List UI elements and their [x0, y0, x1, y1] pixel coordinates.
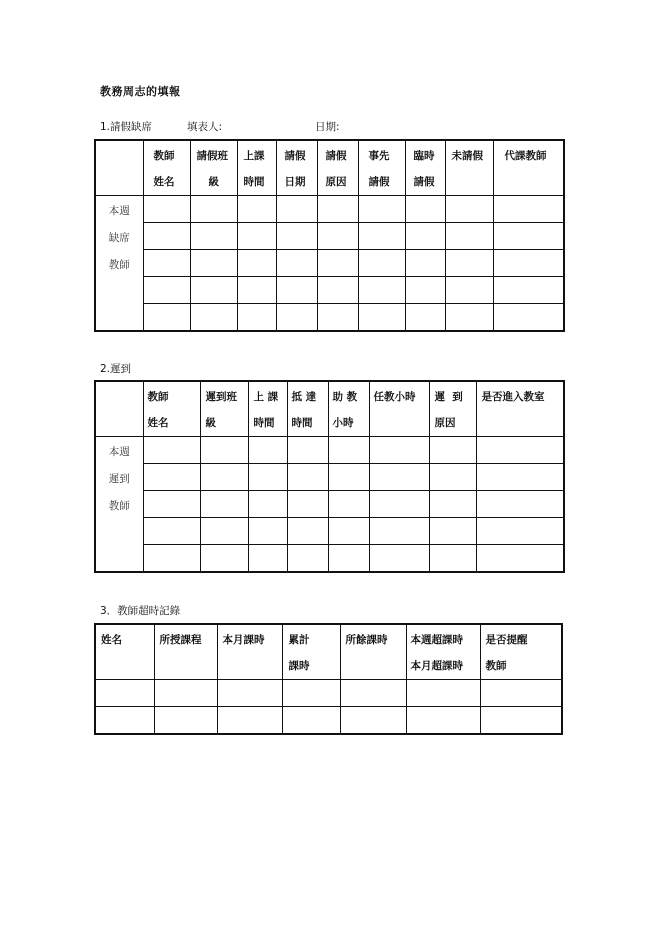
absence-row: [95, 223, 564, 250]
filler-label: 填表人:: [187, 121, 223, 133]
section1-label: 1.請假缺席: [100, 121, 153, 133]
header-entered-class: 是否進入教室: [476, 381, 564, 437]
overtime-row: [95, 707, 562, 734]
header-leave-class: 請假班 級: [190, 140, 237, 196]
absence-row: [95, 250, 564, 277]
header-ta-hours: 助 教 小時: [328, 381, 369, 437]
late-table: [94, 380, 565, 573]
header-temp-leave: 臨時 請假: [405, 140, 445, 196]
header-class-time: 上 課 時間: [248, 381, 287, 437]
page-title: 教務周志的填報: [100, 85, 181, 98]
header-arrival-time: 抵 達 時間: [287, 381, 328, 437]
header-overtime: 本週超課時 本月超課時: [406, 624, 480, 680]
header-no-leave: 未請假: [445, 140, 493, 196]
absence-row: [95, 304, 564, 331]
late-side-label: 本週 遲到 教師: [95, 437, 143, 572]
header-name: 姓名: [95, 624, 154, 680]
header-teacher-name: 教師 姓名: [143, 140, 190, 196]
header-late-class: 遲到班 級: [200, 381, 248, 437]
late-row: [95, 437, 564, 464]
late-row: [95, 518, 564, 545]
absence-row: [95, 196, 564, 223]
overtime-table: [94, 623, 563, 735]
late-row: [95, 464, 564, 491]
header-advance-leave: 事先 請假: [358, 140, 405, 196]
header-late-reason: 遲 到 原因: [429, 381, 476, 437]
section2-label: 2.遲到: [100, 363, 132, 375]
header-remaining-hours: 所餘課時: [340, 624, 406, 680]
absence-row: [95, 277, 564, 304]
header-course: 所授課程: [154, 624, 217, 680]
header-teaching-hours: 任教小時: [369, 381, 429, 437]
header-cumulative-hours: 累計 課時: [282, 624, 340, 680]
header-class-time: 上課 時間: [237, 140, 276, 196]
overtime-row: [95, 680, 562, 707]
late-row: [95, 491, 564, 518]
date-label: 日期:: [315, 121, 340, 133]
header-teacher-name: 教師 姓名: [143, 381, 200, 437]
header-remind-teacher: 是否提醒 教師: [480, 624, 562, 680]
header-leave-reason: 請假 原因: [317, 140, 358, 196]
absence-side-label: 本週 缺席 教師: [95, 196, 143, 331]
late-row: [95, 545, 564, 572]
absence-header-row: [95, 140, 564, 196]
late-header-row: [95, 381, 564, 437]
overtime-header-row: [95, 624, 562, 680]
corner-cell: [95, 381, 143, 437]
absence-table: [94, 139, 565, 332]
corner-cell: [95, 140, 143, 196]
header-substitute: 代課教師: [493, 140, 564, 196]
header-month-hours: 本月課時: [217, 624, 282, 680]
section3-label: 3．教師超時記錄: [100, 605, 181, 617]
header-leave-date: 請假 日期: [276, 140, 317, 196]
